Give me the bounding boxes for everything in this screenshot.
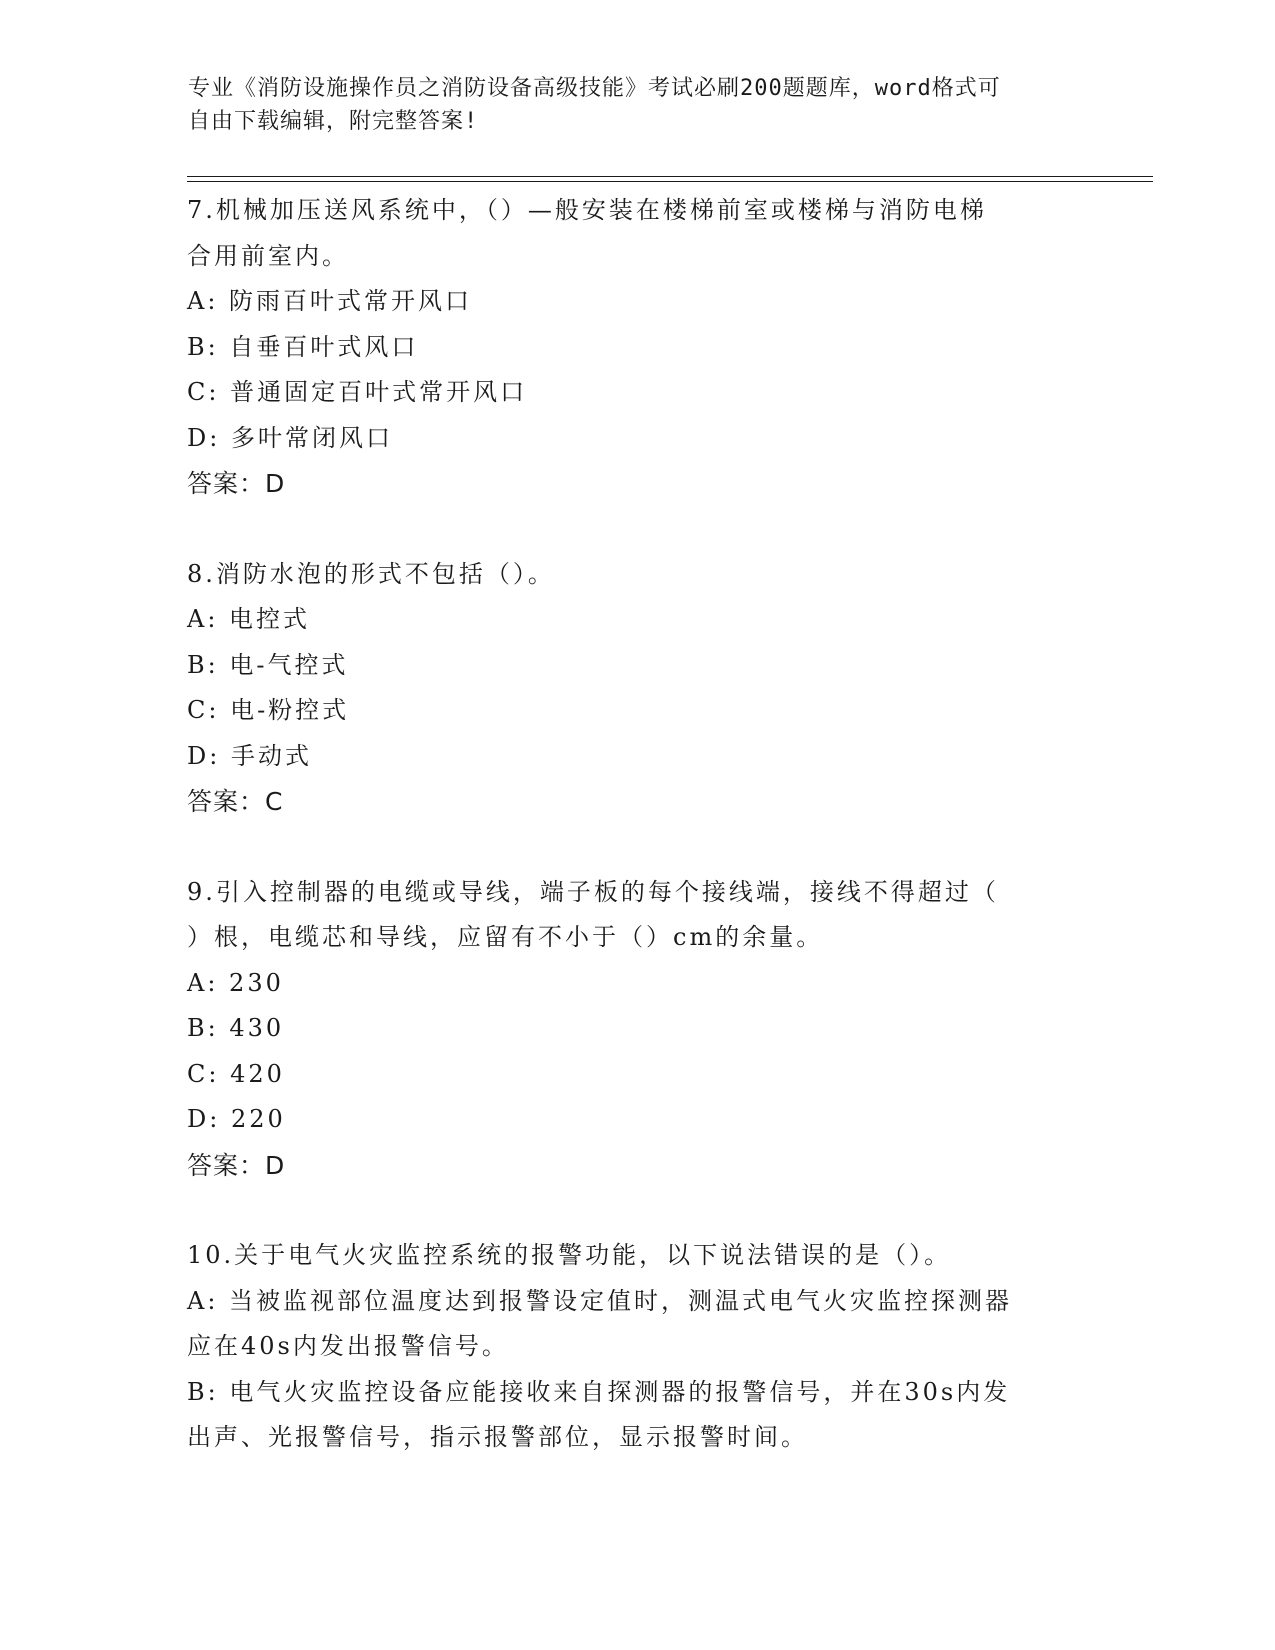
option-d: D: 手动式	[187, 741, 312, 770]
option-b-continued: 出声、光报警信号，指示报警部位，显示报警时间。	[187, 1423, 808, 1451]
option-c: C: 普通固定百叶式常开风口	[187, 378, 528, 406]
question-stem: 9.引入控制器的电缆或导线，端子板的每个接线端，接线不得超过（	[187, 877, 999, 906]
answer-line: 答案：C	[187, 787, 284, 816]
option-d: D: 多叶常闭风口	[187, 423, 393, 452]
header-line-2: 自由下载编辑，附完整答案!	[188, 109, 479, 134]
question-9	[187, 870, 1077, 1189]
header-divider-bottom	[187, 181, 1153, 182]
question-stem: 8.消防水泡的形式不包括（）。	[187, 559, 555, 588]
document-header	[188, 72, 1068, 138]
question-7	[187, 188, 1077, 507]
header-divider-top	[187, 176, 1153, 177]
option-b: B: 自垂百叶式风口	[187, 332, 419, 361]
option-c: C: 420	[187, 1059, 285, 1088]
option-b: B: 430	[187, 1014, 285, 1042]
question-10	[187, 1233, 1077, 1461]
question-stem: ）根，电缆芯和导线，应留有不小于（）cm的余量。	[187, 923, 824, 951]
question-stem: 合用前室内。	[187, 241, 349, 270]
question-stem: 10.关于电气火灾监控系统的报警功能，以下说法错误的是（）。	[187, 1241, 952, 1269]
header-line-1: 专业《消防设施操作员之消防设备高级技能》考试必刷200题题库，word格式可	[188, 76, 1001, 101]
option-a: A: 防雨百叶式常开风口	[187, 287, 473, 315]
question-stem: 7.机械加压送风系统中，（）—般安装在楼梯前室或楼梯与消防电梯	[187, 196, 987, 224]
option-a: A: 当被监视部位温度达到报警设定值时，测温式电气火灾监控探测器	[187, 1286, 1013, 1315]
option-d: D: 220	[187, 1105, 286, 1133]
answer-line: 答案：D	[187, 1150, 286, 1180]
option-b: B: 电-气控式	[187, 650, 349, 679]
option-a-continued: 应在40s内发出报警信号。	[187, 1332, 509, 1360]
option-c: C: 电-粉控式	[187, 696, 350, 724]
answer-line: 答案：D	[187, 469, 286, 498]
option-a: A: 230	[187, 968, 284, 997]
option-b: B: 电气火灾监控设备应能接收来自探测器的报警信号，并在30s内发	[187, 1377, 1011, 1406]
question-8	[187, 552, 1077, 825]
question-list	[187, 188, 1077, 1506]
option-a: A: 电控式	[187, 605, 311, 633]
